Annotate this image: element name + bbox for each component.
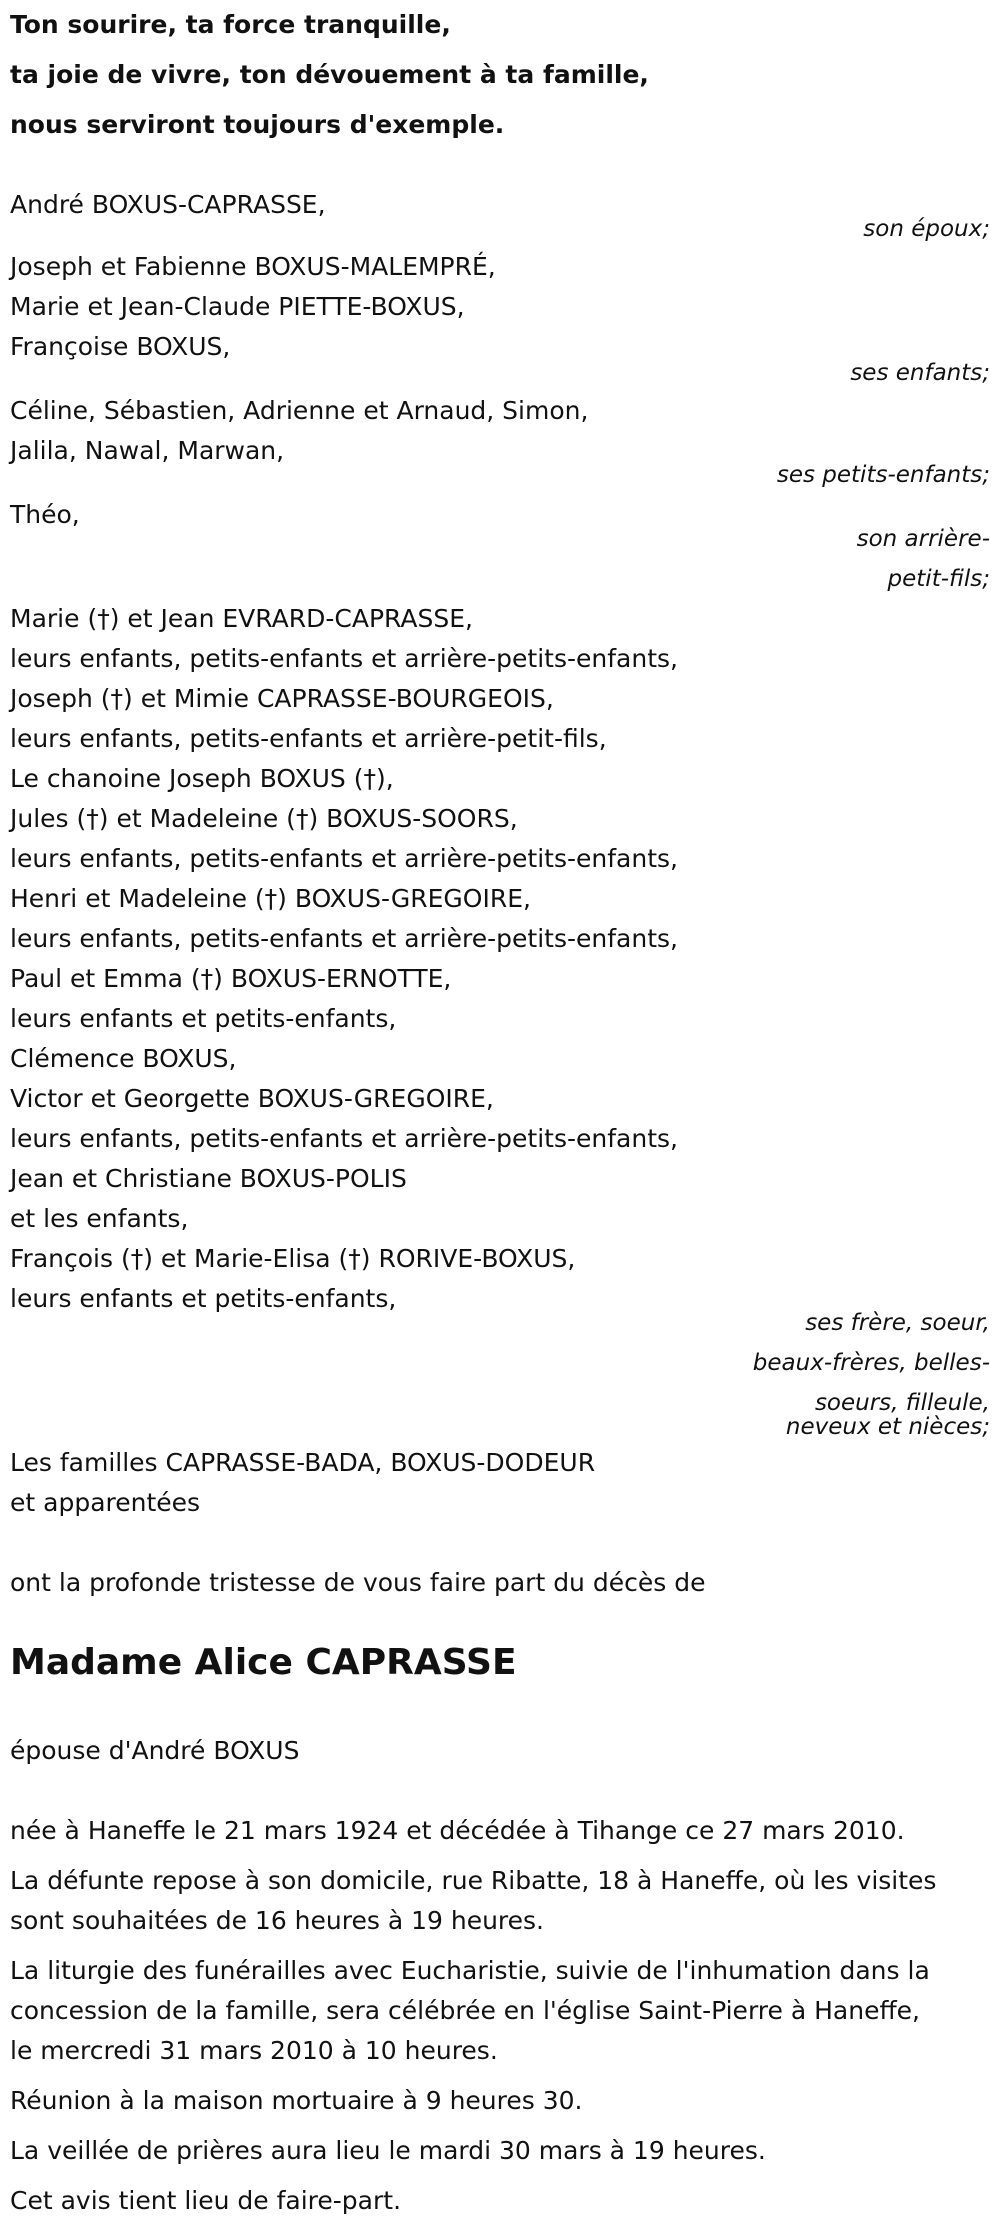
family-role: son époux; [863, 216, 990, 242]
family-role: ses frère, soeur, [805, 1310, 990, 1336]
families-line: et apparentées [10, 1488, 201, 1517]
family-role: ses petits-enfants; [776, 462, 990, 488]
family-name-line: Jules (†) et Madeleine (†) BOXUS-SOORS, [10, 804, 518, 833]
family-role: petit-fils; [887, 566, 990, 592]
family-name-line: leurs enfants, petits-enfants et arrière-petits-enfants, [10, 644, 678, 673]
family-name-line: leurs enfants et petits-enfants, [10, 1004, 397, 1033]
family-name-line: leurs enfants, petits-enfants et arrière-petits-enfants, [10, 924, 678, 953]
detail-line: Réunion à la maison mortuaire à 9 heures 30. [10, 2086, 583, 2115]
family-role: ses enfants; [850, 360, 990, 386]
detail-line: La liturgie des funérailles avec Eucharistie, suivie de l'inhumation dans la [10, 1956, 930, 1985]
family-name-line: Françoise BOXUS, [10, 332, 231, 361]
family-name-line: Joseph (†) et Mimie CAPRASSE-BOURGEOIS, [10, 684, 554, 713]
family-name-line: Paul et Emma (†) BOXUS-ERNOTTE, [10, 964, 452, 993]
family-name-line: Marie et Jean-Claude PIETTE-BOXUS, [10, 292, 465, 321]
announcement-text: ont la profonde tristesse de vous faire part du décès de [10, 1568, 706, 1597]
family-name-line: Jean et Christiane BOXUS-POLIS [10, 1164, 407, 1193]
quote-line: nous serviront toujours d'exemple. [10, 110, 505, 139]
family-name-line: et les enfants, [10, 1204, 189, 1233]
detail-line: La défunte repose à son domicile, rue Ribatte, 18 à Haneffe, où les visites [10, 1866, 937, 1895]
families-line: Les familles CAPRASSE-BADA, BOXUS-DODEUR [10, 1448, 596, 1477]
family-name-line: leurs enfants et petits-enfants, [10, 1284, 397, 1313]
family-name-line: leurs enfants, petits-enfants et arrière-petit-fils, [10, 724, 607, 753]
family-role: son arrière- [856, 526, 990, 552]
family-name-line: leurs enfants, petits-enfants et arrière-petits-enfants, [10, 1124, 678, 1153]
detail-line: concession de la famille, sera célébrée en l'église Saint-Pierre à Haneffe, [10, 1996, 920, 2025]
family-name-line: Joseph et Fabienne BOXUS-MALEMPRÉ, [10, 252, 496, 281]
detail-line: La veillée de prières aura lieu le mardi 30 mars à 19 heures. [10, 2136, 766, 2165]
family-name-line: leurs enfants, petits-enfants et arrière-petits-enfants, [10, 844, 678, 873]
family-role: neveux et nièces; [785, 1414, 990, 1440]
quote-line: Ton sourire, ta force tranquille, [10, 10, 451, 39]
detail-line: le mercredi 31 mars 2010 à 10 heures. [10, 2036, 498, 2065]
family-name-line: Théo, [10, 500, 80, 529]
family-role: beaux-frères, belles- [752, 1350, 990, 1376]
family-name-line: Henri et Madeleine (†) BOXUS-GREGOIRE, [10, 884, 531, 913]
family-name-line: Le chanoine Joseph BOXUS (†), [10, 764, 394, 793]
family-name-line: Marie (†) et Jean EVRARD-CAPRASSE, [10, 604, 473, 633]
quote-line: ta joie de vivre, ton dévouement à ta famille, [10, 60, 649, 89]
detail-line: née à Haneffe le 21 mars 1924 et décédée à Tihange ce 27 mars 2010. [10, 1816, 905, 1845]
family-name-line: Céline, Sébastien, Adrienne et Arnaud, Simon, [10, 396, 589, 425]
family-name-line: Clémence BOXUS, [10, 1044, 237, 1073]
spouse-line: épouse d'André BOXUS [10, 1736, 300, 1765]
family-role: soeurs, filleule, [814, 1390, 990, 1416]
family-name-line: Jalila, Nawal, Marwan, [10, 436, 285, 465]
family-name-line: André BOXUS-CAPRASSE, [10, 190, 326, 219]
detail-line: Cet avis tient lieu de faire-part. [10, 2186, 402, 2215]
deceased-name: Madame Alice CAPRASSE [10, 1642, 517, 1683]
family-name-line: François (†) et Marie-Elisa (†) RORIVE-BOXUS, [10, 1244, 576, 1273]
family-name-line: Victor et Georgette BOXUS-GREGOIRE, [10, 1084, 494, 1113]
detail-line: sont souhaitées de 16 heures à 19 heures. [10, 1906, 545, 1935]
